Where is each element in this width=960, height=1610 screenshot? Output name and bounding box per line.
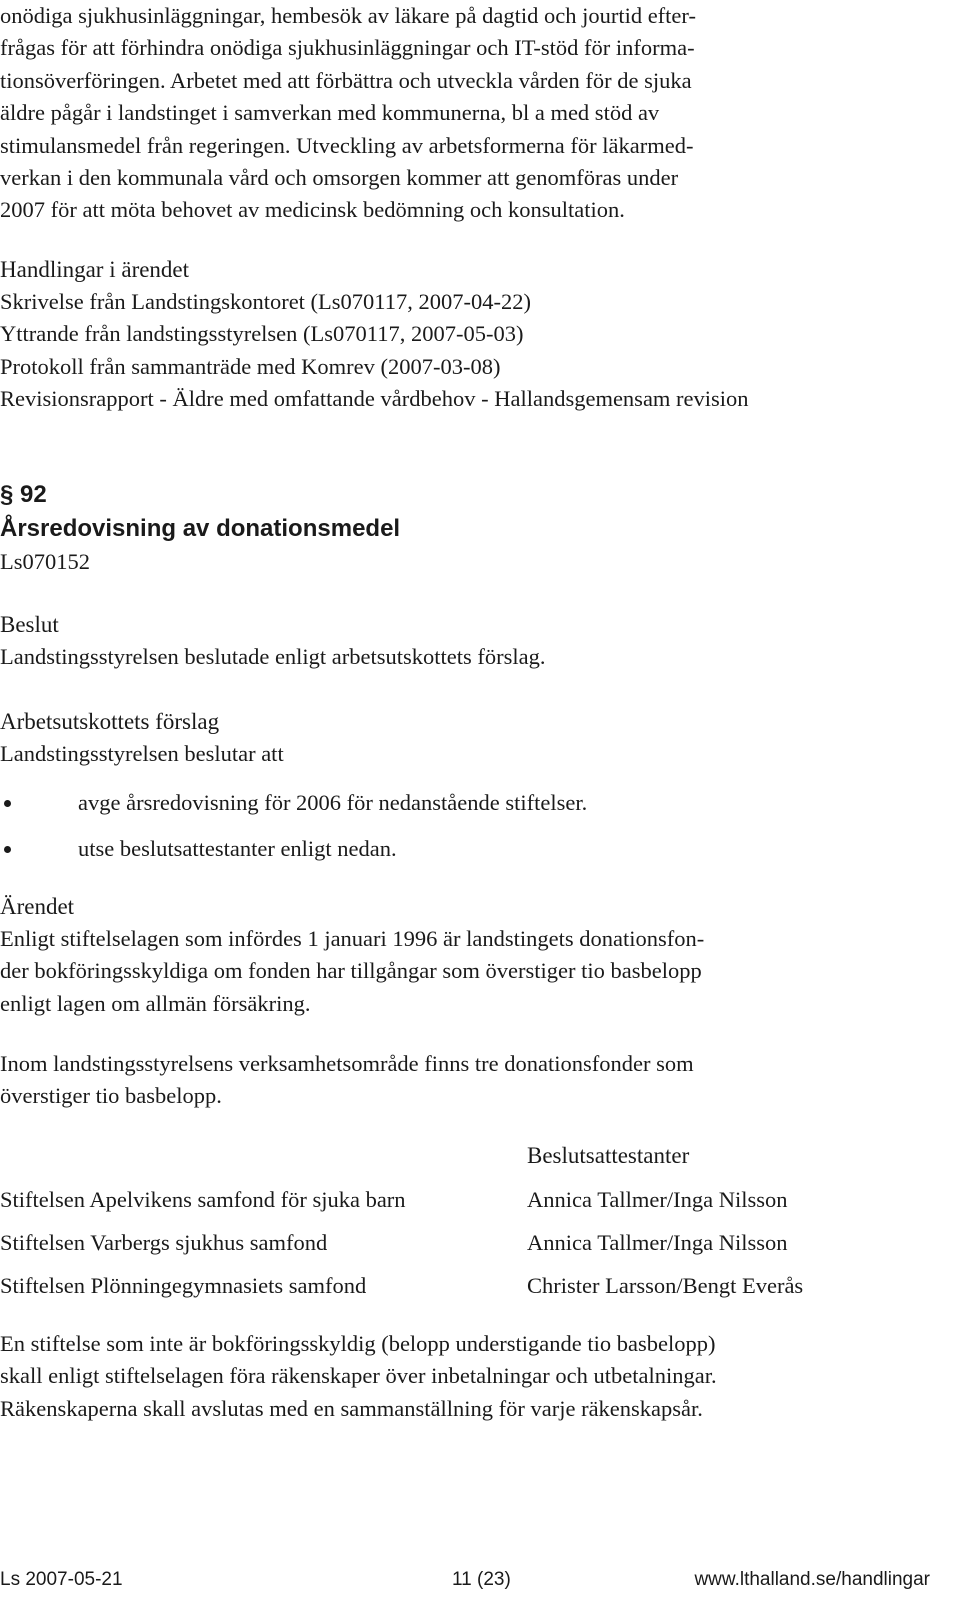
documents-section [0, 254, 749, 416]
intro-line: stimulansmedel från regeringen. Utveckling av arbetsformerna för läkarmed- [0, 132, 694, 158]
attestant-names: Annica Tallmer/Inga Nilsson [527, 1187, 788, 1212]
intro-line: frågas för att förhindra onödiga sjukhusinläggningar och IT-stöd för informa- [0, 35, 695, 61]
case-id: Ls070152 [0, 549, 90, 574]
closing-line: skall enligt stiftelselagen föra räkenskaper över inbetalningar och utbetalningar. [0, 1363, 717, 1389]
bullet-text: utse beslutsattestanter enligt nedan. [78, 836, 397, 861]
matter-line: överstiger tio basbelopp. [0, 1083, 222, 1109]
decision-text: Landstingsstyrelsen beslutade enligt arbetsutskottets förslag. [0, 644, 546, 669]
proposal-bullets [4, 787, 904, 879]
matter-line: der bokföringsskyldiga om fonden har tillgångar som överstiger tio basbelopp [0, 958, 702, 984]
attestants-column [527, 1184, 803, 1313]
matter-line: Enligt stiftelselagen som infördes 1 januari 1996 är landstingets donationsfon- [0, 926, 705, 951]
section-title: Årsredovisning av donationsmedel [0, 515, 401, 542]
matter-paragraph-2 [0, 1048, 694, 1113]
page-footer [0, 1565, 960, 1595]
document-item: Skrivelse från Landstingskontoret (Ls070117, 2007-04-22) [0, 289, 531, 314]
matter-line: enligt lagen om allmän försäkring. [0, 990, 311, 1016]
matter-heading: Ärendet [0, 894, 75, 919]
closing-line: En stiftelse som inte är bokföringsskyldig (belopp understigande tio basbelopp) [0, 1331, 716, 1356]
proposal-heading: Arbetsutskottets förslag [0, 709, 220, 734]
intro-line: 2007 för att möta behovet av medicinsk bedömning och konsultation. [0, 197, 625, 223]
intro-line: onödiga sjukhusinläggningar, hembesök av läkare på dagtid och jourtid efter- [0, 3, 696, 28]
matter-line: Inom landstingsstyrelsens verksamhetsområde finns tre donationsfonder som [0, 1051, 694, 1076]
page-number: 11 (23) [452, 1569, 511, 1590]
intro-line: äldre pågår i landstinget i samverkan med kommunerna, bl a med stöd av [0, 100, 660, 126]
decision-heading: Beslut [0, 612, 59, 637]
list-item [4, 833, 904, 879]
intro-line: tionsöverföringen. Arbetet med att förbättra och utveckla vården för de sjuka [0, 67, 692, 93]
footer-url[interactable]: www.lthalland.se/handlingar [694, 1569, 930, 1590]
attestant-names: Annica Tallmer/Inga Nilsson [527, 1230, 788, 1255]
proposal-intro: Landstingsstyrelsen beslutar att [0, 741, 284, 766]
document-item: Protokoll från sammanträde med Komrev (2007-03-08) [0, 353, 501, 379]
footer-date: Ls 2007-05-21 [0, 1569, 123, 1590]
intro-paragraph [0, 0, 696, 227]
bullet-icon [4, 846, 11, 853]
attestants-header [527, 1140, 689, 1172]
closing-line: Räkenskaperna skall avslutas med en sammanställning för varje räkenskapsår. [0, 1395, 703, 1421]
foundations-column [0, 1184, 406, 1313]
attestant-names: Christer Larsson/Bengt Everås [527, 1273, 804, 1298]
matter-section [0, 891, 704, 1020]
foundation-name: Stiftelsen Apelvikens samfond för sjuka barn [0, 1187, 406, 1212]
foundation-name: Stiftelsen Varbergs sjukhus samfond [0, 1230, 328, 1255]
decision-section [0, 609, 546, 673]
intro-line: verkan i den kommunala vård och omsorgen kommer att genomföras under [0, 164, 679, 190]
document-item: Yttrande från landstingsstyrelsen (Ls070117, 2007-05-03) [0, 321, 524, 347]
proposal-section [0, 706, 284, 770]
bullet-icon [4, 800, 11, 807]
section-number: § 92 [0, 481, 47, 508]
document-item: Revisionsrapport - Äldre med omfattande vårdbehov - Hallandsgemensam revision [0, 386, 749, 412]
documents-heading: Handlingar i ärendet [0, 257, 190, 282]
foundation-name: Stiftelsen Plönningegymnasiets samfond [0, 1273, 367, 1298]
bullet-text: avge årsredovisning för 2006 för nedanstående stiftelser. [78, 790, 588, 815]
section-header [0, 478, 400, 578]
list-item [4, 787, 904, 833]
closing-paragraph [0, 1328, 717, 1425]
attestants-heading: Beslutsattestanter [527, 1143, 690, 1168]
